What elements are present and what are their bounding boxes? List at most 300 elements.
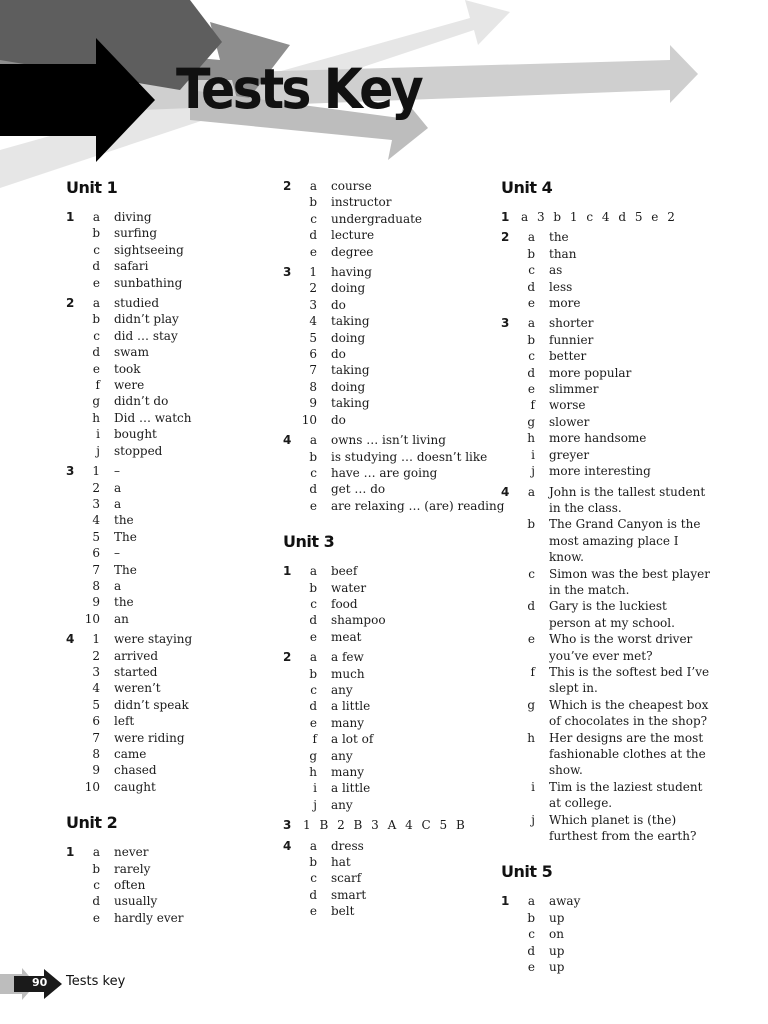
item-label: d	[92, 894, 100, 909]
exercise-number	[283, 280, 297, 296]
item-label: c	[528, 566, 535, 581]
exercise-number	[283, 379, 297, 395]
answer-row	[283, 682, 513, 698]
item-label: 3	[309, 297, 317, 312]
item-answer: dress	[331, 838, 364, 853]
unit-heading: Unit 4	[501, 178, 553, 197]
answer-row	[66, 529, 296, 545]
item-label: 1	[309, 265, 317, 280]
item-answer: as	[549, 263, 563, 278]
answer-row	[283, 698, 513, 714]
exercise-number	[283, 612, 297, 628]
item-label: c	[310, 871, 317, 886]
exercise	[283, 264, 513, 428]
answer-row	[66, 844, 296, 860]
exercise-number: 1	[66, 845, 75, 860]
item-label: e	[309, 629, 317, 644]
answer-row	[501, 959, 711, 975]
exercise-number	[283, 580, 297, 596]
exercise-number	[66, 648, 80, 664]
exercise-number	[66, 877, 80, 893]
exercise-number	[501, 664, 515, 697]
exercise-number	[66, 529, 80, 545]
item-label: i	[531, 447, 535, 462]
answer-row	[501, 332, 711, 348]
answer-row	[283, 838, 513, 854]
exercise-number	[66, 258, 80, 274]
answer-row	[283, 817, 513, 833]
exercise-number	[283, 297, 297, 313]
exercise-number	[283, 596, 297, 612]
exercise-number	[501, 959, 515, 975]
answer-row	[501, 447, 711, 463]
item-label: a	[527, 230, 535, 245]
item-answer: never	[114, 845, 149, 860]
exercise	[283, 817, 513, 833]
answer-row	[66, 631, 296, 647]
item-label: 8	[92, 578, 100, 593]
exercise-number	[283, 449, 297, 465]
item-answer: more	[549, 296, 581, 311]
item-label: 9	[309, 396, 317, 411]
exercise-number	[283, 629, 297, 645]
exercise-number	[501, 631, 515, 664]
item-answer: get … do	[331, 482, 386, 497]
exercise-number	[66, 393, 80, 409]
item-label: b	[527, 910, 535, 925]
item-answer: studied	[114, 296, 160, 311]
inline-answers: 1 B 2 B 3 A 4 C 5 B	[303, 818, 465, 833]
answer-row	[66, 545, 296, 561]
answer-row	[283, 194, 513, 210]
answer-row	[66, 594, 296, 610]
item-answer: taking	[331, 363, 370, 378]
item-answer: meat	[331, 629, 362, 644]
item-label: d	[309, 482, 317, 497]
answer-row	[283, 764, 513, 780]
item-label: c	[310, 682, 317, 697]
exercise-number	[66, 361, 80, 377]
answer-row	[283, 178, 513, 194]
item-label: b	[309, 666, 317, 681]
item-label: g	[309, 748, 317, 763]
item-answer: rarely	[114, 861, 151, 876]
answer-row	[66, 512, 296, 528]
exercise-number	[283, 870, 297, 886]
answer-row	[66, 713, 296, 729]
answer-row	[283, 313, 513, 329]
unit-block	[66, 813, 296, 926]
answer-row	[66, 328, 296, 344]
item-label: c	[93, 878, 100, 893]
item-label: 6	[92, 714, 100, 729]
answer-row	[501, 365, 711, 381]
answer-row	[283, 449, 513, 465]
item-label: a	[92, 845, 100, 860]
answer-row	[66, 664, 296, 680]
item-answer: more popular	[549, 365, 632, 380]
item-label: d	[309, 887, 317, 902]
answer-row	[66, 910, 296, 926]
item-answer: Simon was the best player in the match.	[549, 566, 710, 597]
answer-row	[66, 463, 296, 479]
exercise-number	[501, 295, 515, 311]
item-label: d	[92, 259, 100, 274]
exercise-number: 4	[283, 433, 292, 448]
item-answer: safari	[114, 259, 149, 274]
item-answer: smart	[331, 887, 367, 902]
answer-row	[501, 295, 711, 311]
item-answer: food	[331, 596, 358, 611]
item-answer: hat	[331, 855, 351, 870]
item-answer: often	[114, 878, 146, 893]
item-label: c	[93, 242, 100, 257]
item-label: 10	[301, 412, 317, 427]
exercise-number: 4	[283, 838, 292, 853]
answer-row	[283, 244, 513, 260]
item-label: e	[527, 382, 535, 397]
item-label: b	[309, 195, 317, 210]
answer-row	[283, 465, 513, 481]
item-answer: do	[331, 347, 346, 362]
answer-row	[66, 258, 296, 274]
answer-row	[501, 779, 711, 812]
item-answer: were staying	[114, 632, 193, 647]
exercise-number	[283, 194, 297, 210]
item-label: 2	[309, 281, 317, 296]
exercise	[501, 893, 711, 975]
item-answer: sightseeing	[114, 242, 184, 257]
item-answer: didn’t do	[114, 394, 169, 409]
item-answer: were	[114, 378, 145, 393]
item-label: e	[527, 960, 535, 975]
item-label: 3	[92, 664, 100, 679]
answer-row	[283, 715, 513, 731]
item-answer: greyer	[549, 447, 590, 462]
exercise-number	[283, 465, 297, 481]
answer-row	[501, 315, 711, 331]
exercise-number: 2	[283, 179, 292, 193]
item-answer: started	[114, 664, 158, 679]
exercise	[501, 315, 711, 479]
answer-row	[501, 348, 711, 364]
answer-row	[66, 877, 296, 893]
item-answer: many	[331, 715, 365, 730]
answer-row	[66, 730, 296, 746]
item-answer: left	[114, 714, 135, 729]
footer-label: Tests key	[66, 974, 126, 989]
exercise-number	[283, 715, 297, 731]
exercise-number	[66, 275, 80, 291]
exercise-number	[501, 516, 515, 565]
item-answer: swam	[114, 345, 149, 360]
unit-block	[501, 862, 711, 975]
exercise-number	[501, 598, 515, 631]
item-label: b	[527, 517, 535, 532]
exercise-number	[501, 943, 515, 959]
item-label: e	[527, 632, 535, 647]
exercise	[66, 631, 296, 795]
item-label: d	[309, 613, 317, 628]
answer-row	[283, 666, 513, 682]
unit-heading: Unit 3	[283, 532, 335, 552]
item-label: 2	[92, 480, 100, 495]
item-label: b	[527, 246, 535, 261]
exercise-number: 4	[501, 484, 510, 499]
exercise-number	[66, 480, 80, 496]
answer-row	[283, 629, 513, 645]
answer-row	[283, 870, 513, 886]
answer-row	[66, 275, 296, 291]
answer-row	[501, 910, 711, 926]
exercise-number	[66, 578, 80, 594]
exercise-number	[283, 481, 297, 497]
item-answer: do	[331, 297, 346, 312]
exercise-number	[501, 365, 515, 381]
answer-row	[66, 496, 296, 512]
exercise-number	[283, 346, 297, 362]
exercise-number: 3	[501, 316, 510, 331]
answer-row	[66, 779, 296, 795]
exercise-number: 3	[66, 464, 75, 479]
answer-row	[283, 649, 513, 665]
exercise-number	[501, 246, 515, 262]
exercise-number	[66, 762, 80, 778]
item-answer: have … are going	[331, 465, 438, 480]
item-label: e	[309, 715, 317, 730]
exercise-number	[66, 344, 80, 360]
item-answer: worse	[549, 398, 586, 413]
item-label: 6	[92, 546, 100, 561]
item-answer: up	[549, 910, 565, 925]
item-label: e	[92, 910, 100, 925]
item-label: 6	[309, 347, 317, 362]
item-answer: did … stay	[114, 328, 178, 343]
item-label: a	[309, 838, 317, 853]
exercise-number	[501, 812, 515, 845]
item-answer: hardly ever	[114, 910, 184, 925]
answer-column-left	[66, 178, 296, 944]
exercise-number	[501, 262, 515, 278]
inline-answers: a 3 b 1 c 4 d 5 e 2	[521, 210, 675, 224]
exercise-number	[501, 447, 515, 463]
answer-row	[283, 432, 513, 448]
item-label: 2	[92, 648, 100, 663]
answer-column-right	[501, 178, 711, 993]
item-label: a	[527, 484, 535, 499]
answer-row	[501, 697, 711, 730]
exercise-number	[501, 348, 515, 364]
answer-row	[283, 395, 513, 411]
exercise-number	[283, 395, 297, 411]
item-answer: sunbathing	[114, 275, 183, 290]
item-label: 8	[309, 379, 317, 394]
item-label: d	[527, 599, 535, 614]
exercise-number	[66, 861, 80, 877]
exercise-number: 3	[283, 818, 292, 833]
item-answer: a few	[331, 650, 364, 665]
item-label: b	[527, 332, 535, 347]
exercise-number	[501, 397, 515, 413]
item-answer: This is the softest bed I’ve slept in.	[549, 664, 710, 696]
answer-row	[283, 797, 513, 813]
item-label: a	[309, 179, 317, 193]
item-answer: a	[114, 496, 122, 511]
item-answer: doing	[331, 281, 366, 296]
item-label: a	[527, 894, 535, 909]
item-label: a	[527, 316, 535, 331]
exercise-number	[501, 430, 515, 446]
item-label: 4	[92, 681, 100, 696]
item-answer: surfing	[114, 226, 158, 241]
answer-row	[283, 211, 513, 227]
answer-row	[501, 631, 711, 664]
answer-row	[501, 664, 711, 697]
exercise-number	[501, 779, 515, 812]
item-answer: Did … watch	[114, 410, 192, 425]
item-label: g	[527, 414, 535, 429]
item-answer: up	[549, 960, 565, 975]
page-footer	[0, 968, 200, 1000]
item-answer: any	[331, 748, 353, 763]
item-answer: a lot of	[331, 732, 374, 747]
exercise-number	[66, 680, 80, 696]
item-answer: undergraduate	[331, 211, 423, 226]
unit-heading: Unit 5	[501, 862, 553, 882]
item-label: g	[527, 697, 535, 712]
item-label: e	[309, 498, 317, 513]
item-label: h	[527, 431, 535, 446]
answer-row	[283, 612, 513, 628]
item-label: 9	[92, 763, 100, 778]
exercise-number	[66, 910, 80, 926]
exercise-number	[66, 713, 80, 729]
item-answer: shampoo	[331, 613, 386, 628]
item-label: b	[309, 580, 317, 595]
item-answer: belt	[331, 904, 355, 919]
item-label: i	[531, 779, 535, 794]
answer-row	[501, 730, 711, 779]
exercise-number	[66, 545, 80, 561]
item-label: f	[530, 664, 535, 679]
item-answer: didn’t play	[114, 312, 179, 327]
item-answer: John is the tallest student in the class.	[549, 484, 706, 515]
item-answer: up	[549, 943, 565, 958]
unit-heading: Unit 1	[66, 178, 118, 197]
exercise-number	[283, 698, 297, 714]
exercise-number	[66, 225, 80, 241]
item-answer: a	[114, 578, 122, 593]
item-answer: the	[549, 230, 569, 245]
exercise-number	[283, 682, 297, 698]
item-label: 10	[84, 611, 100, 626]
answer-row	[283, 362, 513, 378]
item-answer: beef	[331, 564, 358, 579]
answer-row	[283, 280, 513, 296]
item-label: d	[309, 699, 317, 714]
item-answer: Gary is the luckiest person at my school.	[549, 599, 675, 630]
answer-row	[66, 393, 296, 409]
answer-row	[501, 262, 711, 278]
item-answer: water	[331, 580, 367, 595]
exercise-number	[283, 797, 297, 813]
item-answer: many	[331, 765, 365, 779]
answer-row	[66, 648, 296, 664]
item-answer: doing	[331, 330, 366, 345]
answer-row	[66, 746, 296, 762]
item-label: b	[309, 449, 317, 464]
exercise-number	[66, 496, 80, 512]
item-answer: taking	[331, 314, 370, 329]
item-answer: more handsome	[549, 431, 647, 446]
answer-row	[66, 361, 296, 377]
item-label: 7	[92, 562, 100, 577]
unit-block	[501, 178, 711, 844]
item-label: 9	[92, 595, 100, 610]
item-answer: any	[331, 797, 353, 812]
answer-row	[66, 893, 296, 909]
exercise-number	[501, 926, 515, 942]
unit-block	[66, 178, 296, 795]
item-label: d	[527, 365, 535, 380]
answer-row	[501, 414, 711, 430]
answer-row	[66, 443, 296, 459]
item-label: c	[310, 596, 317, 611]
answer-row	[66, 762, 296, 778]
item-answer: the	[114, 513, 134, 528]
item-label: f	[530, 398, 535, 413]
item-label: g	[92, 394, 100, 409]
item-answer: any	[331, 682, 353, 697]
answer-row	[501, 598, 711, 631]
answer-row	[283, 227, 513, 243]
answer-row	[501, 463, 711, 479]
item-answer: usually	[114, 894, 158, 909]
item-answer: diving	[114, 210, 152, 224]
answer-row	[501, 246, 711, 262]
exercise-number	[283, 731, 297, 747]
exercise-number	[66, 512, 80, 528]
exercise	[283, 838, 513, 920]
item-label: h	[309, 765, 317, 779]
answer-row	[501, 516, 711, 565]
item-answer: Tim is the laziest student at college.	[549, 779, 703, 811]
item-label: f	[95, 378, 100, 393]
item-label: j	[96, 443, 100, 458]
exercise-number: 2	[283, 650, 292, 665]
exercise	[501, 484, 711, 845]
answer-row	[283, 563, 513, 579]
item-answer: do	[331, 412, 346, 427]
exercise	[66, 844, 296, 926]
item-answer: than	[549, 246, 577, 261]
answer-row	[66, 225, 296, 241]
exercise-number	[66, 746, 80, 762]
exercise-number: 3	[283, 265, 292, 280]
exercise-number	[501, 697, 515, 730]
item-answer: Which planet is (the) furthest from the earth?	[549, 812, 697, 844]
answer-row	[501, 279, 711, 295]
item-label: c	[528, 927, 535, 942]
item-answer: –	[114, 546, 120, 561]
exercise-number: 1	[66, 210, 75, 224]
answer-row	[501, 430, 711, 446]
item-label: i	[96, 427, 100, 442]
item-label: 10	[84, 779, 100, 794]
unit-block	[283, 532, 513, 920]
item-label: d	[527, 279, 535, 294]
item-answer: away	[549, 894, 581, 909]
